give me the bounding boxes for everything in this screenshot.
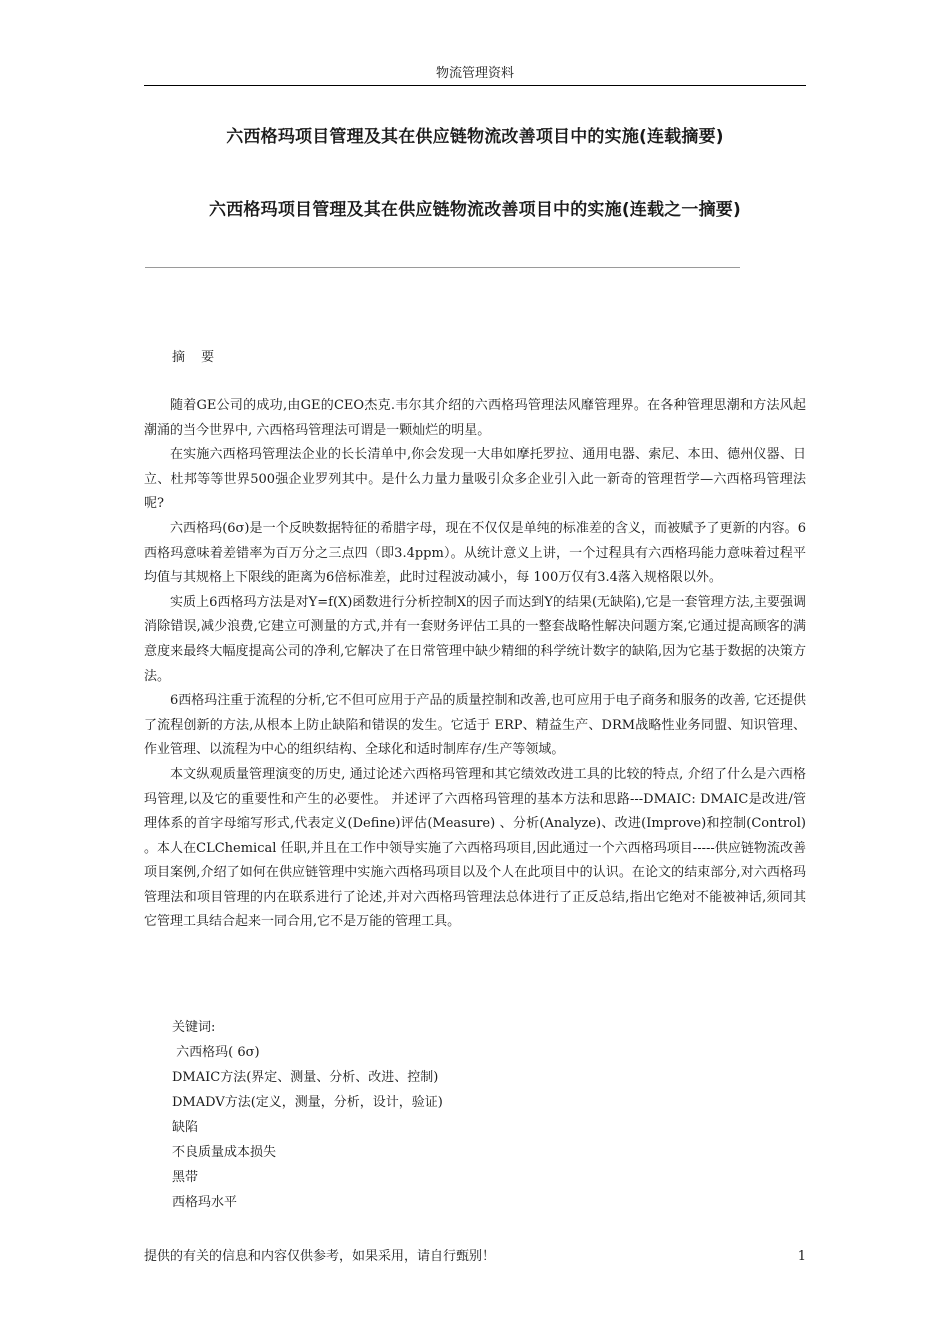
document-subtitle: 六西格玛项目管理及其在供应链物流改善项目中的实施(连载之一摘要) bbox=[209, 200, 741, 220]
keywords-label: 关键词: bbox=[172, 1020, 216, 1035]
abstract-paragraph: 随着GE公司的成功,由GE的CEO杰克.韦尔其介绍的六西格玛管理法风靡管理界。在各种管理思潮和方法风起潮涌的当今世界中, 六西格玛管理法可谓是一颗灿烂的明星。 bbox=[144, 398, 806, 438]
keyword-item: 六西格玛( 6σ) bbox=[172, 1045, 260, 1060]
abstract-paragraph: 六西格玛(6σ)是一个反映数据特征的希腊字母，现在不仅仅是单纯的标准差的含义，而被赋予了更新的内容。6西格玛意味着差错率为百万分之三点四（即3.4ppm）。从统计意义上讲，一个过程具有六西格玛能力意味着过程平均值与其规格上下限线的距离为6倍标准差，此时过程波动减小，每 100万仅有3.4落入规格限以外。 bbox=[144, 520, 806, 586]
keyword-item: DMAIC方法(界定、测量、分析、改进、控制) bbox=[172, 1070, 439, 1085]
section-divider bbox=[145, 267, 740, 268]
footer-disclaimer: 提供的有关的信息和内容仅供参考，如果采用，请自行甄别！ bbox=[144, 1249, 496, 1264]
abstract-paragraph: 在实施六西格玛管理法企业的长长清单中,你会发现一大串如摩托罗拉、通用电器、索尼、本田、德州仪器、日立、杜邦等等世界500强企业罗列其中。是什么力量力量吸引众多企业引入此一新奇的管理哲学—六西格玛管理法呢? bbox=[144, 447, 806, 512]
document-title: 六西格玛项目管理及其在供应链物流改善项目中的实施(连载摘要) bbox=[226, 127, 724, 147]
keyword-item: 缺陷 bbox=[172, 1120, 199, 1135]
abstract-paragraph: 本文纵观质量管理演变的历史, 通过论述六西格玛管理和其它绩效改进工具的比较的特点, 介绍了什么是六西格玛管理,以及它的重要性和产生的必要性。 并述评了六西格玛管理的基本方法和思路---DMAIC: DMAIC是改进/管理体系的首字母缩写形式,代表定义(Define)评估(Measure) 、分析(Analyze)、改进(Improve)和控制(Control) 。本人在CLChemical 任职,并且在工作中领导实施了六西格玛项目,因此通过一个六西格玛项目-----供应链物流改善项目案例,介绍了如何在供应链管理中实施六西格玛项目以及个人在此项目中的认识。在论文的结束部分,对六西格玛管理法和项目管理的内在联系进行了论述,并对六西格玛管理法总体进行了正反总结,指出它绝对不能被神话,须同其它管理工具结合起来一同合用,它不是万能的管理工具。 bbox=[144, 766, 806, 930]
page-number: 1 bbox=[797, 1249, 806, 1264]
keyword-item: 西格玛水平 bbox=[172, 1195, 238, 1210]
running-header: 物流管理资料 bbox=[435, 66, 514, 81]
header-rule bbox=[144, 85, 806, 86]
keyword-item: 黑带 bbox=[172, 1170, 199, 1185]
keyword-item: DMADV方法(定义，测量，分析，设计，验证) bbox=[172, 1095, 443, 1110]
abstract-body bbox=[144, 394, 806, 935]
keywords-section bbox=[172, 1015, 443, 1215]
abstract-paragraph: 实质上6西格玛方法是对Y=f(X)函数进行分析控制X的因子而达到Y的结果(无缺陷),它是一套管理方法,主要强调消除错误,减少浪费,它建立可测量的方式,并有一套财务评估工具的一整套战略性解决问题方案,它通过提高顾客的满意度来最终大幅度提高公司的净利,它解决了在日常管理中缺少精细的科学统计数字的缺陷,因为它基于数据的决策方法。 bbox=[144, 594, 806, 684]
abstract-heading: 摘 要 bbox=[172, 350, 221, 365]
abstract-paragraph: 6西格玛注重于流程的分析,它不但可应用于产品的质量控制和改善,也可应用于电子商务和服务的改善, 它还提供了流程创新的方法,从根本上防止缺陷和错误的发生。它适于 ERP、精益生产、DRM战略性业务同盟、知识管理、作业管理、以流程为中心的组织结构、全球化和适时制库存/生产等领域。 bbox=[144, 693, 806, 758]
keyword-item: 不良质量成本损失 bbox=[172, 1145, 277, 1160]
